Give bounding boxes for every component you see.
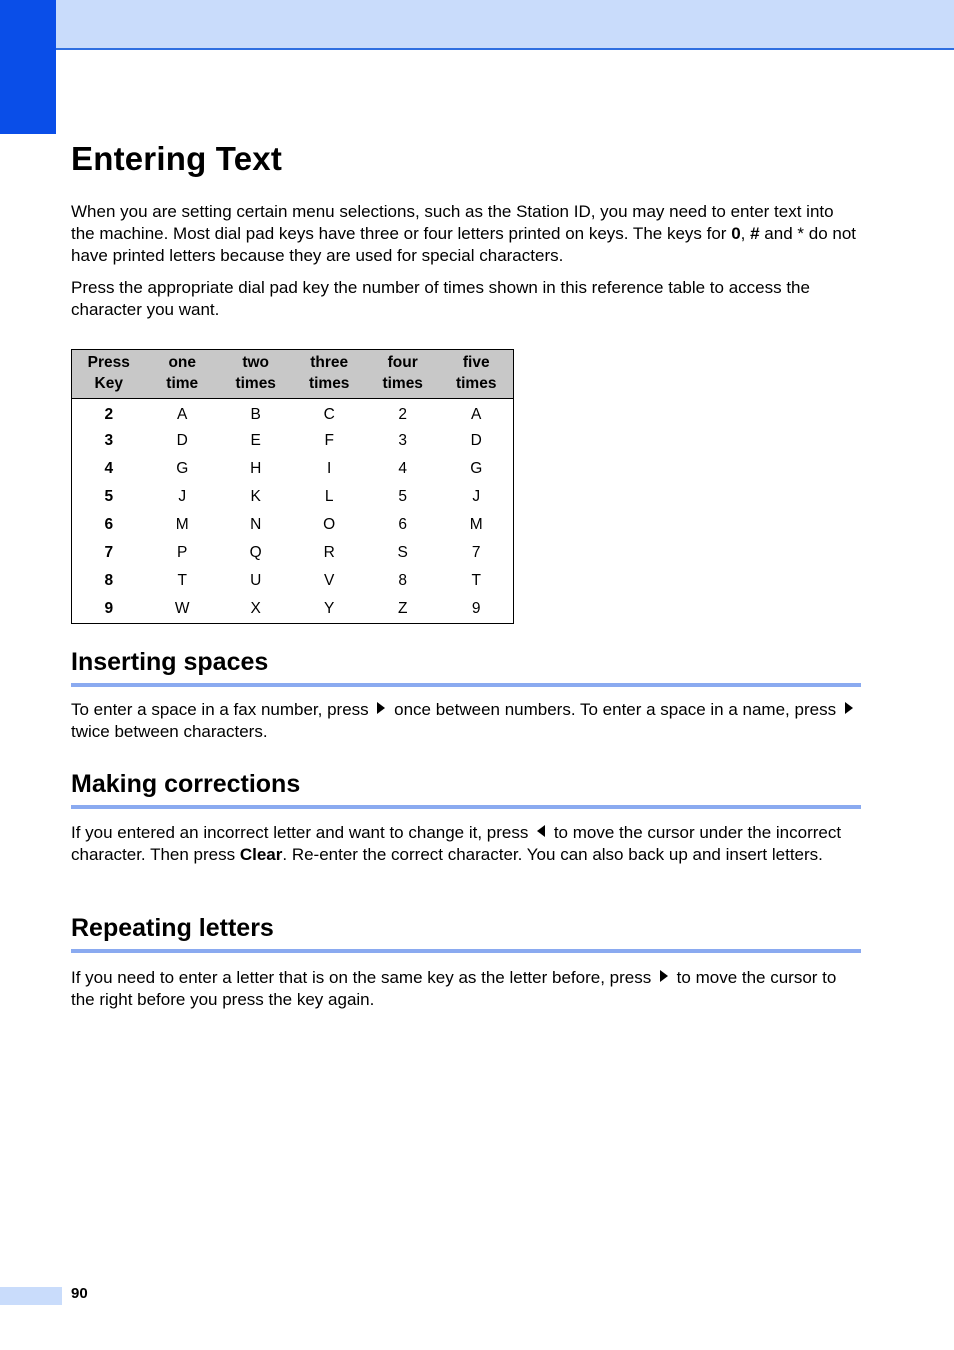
- key-cell: 6: [104, 516, 114, 533]
- table-cell: D: [176, 432, 188, 449]
- page-number: 90: [71, 1285, 88, 1302]
- table-cell: X: [250, 600, 261, 617]
- header-three-times: three times: [292, 350, 366, 399]
- right-arrow-icon: [377, 702, 385, 714]
- table-row: [72, 539, 514, 567]
- table-cell: B: [250, 406, 261, 423]
- table-cell: S: [397, 544, 408, 561]
- header-four-times: four times: [366, 350, 440, 399]
- table-cell: C: [323, 406, 335, 423]
- key-cell: 3: [104, 432, 114, 449]
- table-row: [72, 483, 514, 511]
- table-cell: I: [327, 460, 332, 477]
- table-cell: H: [250, 460, 262, 477]
- character-reference-table: [71, 349, 514, 624]
- right-arrow-icon: [660, 970, 668, 982]
- key-cell: 7: [104, 544, 114, 561]
- comma: ,: [740, 224, 751, 243]
- table-cell: G: [470, 460, 483, 477]
- table-cell: M: [175, 516, 189, 533]
- and-text: and: [759, 224, 798, 243]
- table-cell: V: [324, 572, 335, 589]
- table-cell: 4: [398, 460, 407, 477]
- table-cell: A: [177, 406, 188, 423]
- table-cell: O: [323, 516, 336, 533]
- table-cell: 9: [471, 600, 481, 617]
- heading-repeating-letters: Repeating letters: [71, 914, 861, 953]
- table-row: [72, 595, 514, 624]
- table-row: [72, 427, 514, 455]
- table-cell: D: [470, 432, 482, 449]
- table-cell: A: [471, 406, 482, 423]
- heading-making-corrections: Making corrections: [71, 770, 861, 809]
- table-cell: Q: [249, 544, 262, 561]
- table-cell: R: [323, 544, 335, 561]
- key-star: *: [797, 224, 805, 243]
- table-cell: 2: [398, 406, 407, 423]
- table-cell: N: [250, 516, 262, 533]
- intro-text: When you are setting certain menu selections, such as the Station ID, you may need to enter text into the machine. Most dial pad keys have three or four letters printed on keys. The keys for: [71, 202, 834, 243]
- table-row: [72, 455, 514, 483]
- key-cell: 9: [104, 600, 114, 617]
- intro-text-end: do not have printed letters because they are used for special characters.: [71, 224, 857, 265]
- inserting-spaces-text: To enter a space in a fax number, press once between numbers. To enter a space in a name, press twice between characters.: [71, 699, 861, 743]
- heading-inserting-spaces: Inserting spaces: [71, 648, 861, 687]
- header-one-time: one time: [146, 350, 219, 399]
- header-two-times: two times: [219, 350, 293, 399]
- table-row: [72, 399, 514, 428]
- table-cell: T: [471, 572, 481, 589]
- table-cell: U: [250, 572, 262, 589]
- table-cell: F: [324, 432, 334, 449]
- table-cell: W: [174, 600, 190, 617]
- table-cell: G: [176, 460, 189, 477]
- intro-paragraph-2: Press the appropriate dial pad key the number of times shown in this reference table to access the character you want.: [71, 278, 810, 319]
- table-cell: J: [178, 488, 187, 505]
- table-cell: E: [250, 432, 261, 449]
- left-arrow-icon: [537, 825, 545, 837]
- table-cell: L: [324, 488, 334, 505]
- table-cell: Y: [324, 600, 335, 617]
- repeating-letters-text: If you need to enter a letter that is on the same key as the letter before, press to move the cursor to the right before you press the key again.: [71, 968, 837, 1009]
- table-cell: 5: [398, 488, 407, 505]
- table-cell: M: [469, 516, 483, 533]
- table-cell: J: [472, 488, 481, 505]
- table-cell: Z: [397, 600, 408, 617]
- table-header-row: [72, 350, 514, 399]
- table-cell: 3: [398, 432, 407, 449]
- header-five-times: five times: [439, 350, 513, 399]
- table-cell: K: [250, 488, 261, 505]
- table-row: [72, 567, 514, 595]
- page-number-tab: [0, 1287, 62, 1305]
- page-title: Entering Text: [71, 140, 283, 177]
- table-cell: T: [177, 572, 187, 589]
- table-cell: P: [177, 544, 188, 561]
- table-cell: 8: [398, 572, 407, 589]
- key-cell: 5: [104, 488, 114, 505]
- intro-paragraph-1: [71, 201, 861, 267]
- key-zero: 0: [731, 224, 741, 243]
- clear-key-label: Clear: [239, 845, 283, 864]
- table-row: [72, 511, 514, 539]
- key-cell: 4: [104, 460, 114, 477]
- key-cell: 2: [104, 406, 114, 423]
- header-band: [56, 0, 954, 50]
- header-press-key: Press Key: [72, 350, 146, 399]
- key-hash: #: [750, 224, 760, 243]
- chapter-tab: [0, 0, 56, 134]
- making-corrections-text: If you entered an incorrect letter and want to change it, press to move the cursor under the incorrect character. Then press Clear. Re-enter the correct character. You can also back up and insert letters.: [71, 823, 842, 864]
- key-cell: 8: [104, 572, 114, 589]
- table-cell: 7: [471, 544, 481, 561]
- table-cell: 6: [398, 516, 407, 533]
- right-arrow-icon: [845, 702, 853, 714]
